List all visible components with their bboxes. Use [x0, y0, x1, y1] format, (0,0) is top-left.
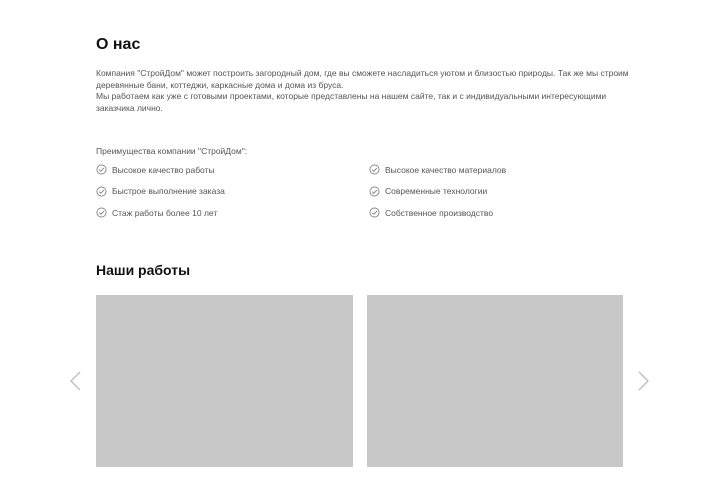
about-paragraph-1: Компания "СтройДом" может построить загородный дом, где вы сможете насладиться уютом и близостью природы. Так же мы строим деревянные бани, коттеджи, каркасные дома и дома из бруса.: [96, 68, 629, 90]
advantage-label: Быстрое выполнение заказа: [112, 186, 225, 196]
check-circle-icon: [96, 207, 107, 218]
check-circle-icon: [96, 186, 107, 197]
about-text: [96, 68, 632, 114]
advantage-label: Стаж работы более 10 лет: [112, 207, 218, 218]
check-circle-icon: [369, 186, 380, 197]
advantage-item: [369, 186, 506, 197]
advantages-title: Преимущества компании "СтройДом":: [96, 146, 248, 156]
advantage-label: Высокое качество работы: [112, 164, 215, 175]
advantages-list-left: [96, 164, 225, 229]
about-paragraph-2: Мы работаем как уже с готовыми проектами, которые представлены на нашем сайте, так и с индивидуальными интересующими заказчика лично.: [96, 91, 607, 113]
about-title: О нас: [96, 36, 141, 53]
advantages-list-right: [369, 164, 506, 229]
advantage-label: Собственное производство: [385, 207, 494, 218]
check-circle-icon: [369, 164, 380, 175]
carousel-next-button[interactable]: [637, 370, 651, 392]
advantage-item: [96, 186, 225, 197]
advantage-item: [369, 207, 506, 218]
chevron-left-icon: [68, 370, 82, 392]
advantage-label: Высокое качество материалов: [385, 164, 507, 175]
advantage-item: [369, 164, 506, 175]
work-image-placeholder[interactable]: [367, 295, 623, 467]
work-image-placeholder[interactable]: [96, 295, 353, 467]
advantage-item: [96, 164, 225, 175]
advantage-item: [96, 207, 225, 218]
check-circle-icon: [96, 164, 107, 175]
works-title: Наши работы: [96, 262, 191, 278]
advantage-label: Современные технологии: [385, 186, 488, 196]
carousel-prev-button[interactable]: [68, 370, 82, 392]
check-circle-icon: [369, 207, 380, 218]
chevron-right-icon: [637, 370, 651, 392]
